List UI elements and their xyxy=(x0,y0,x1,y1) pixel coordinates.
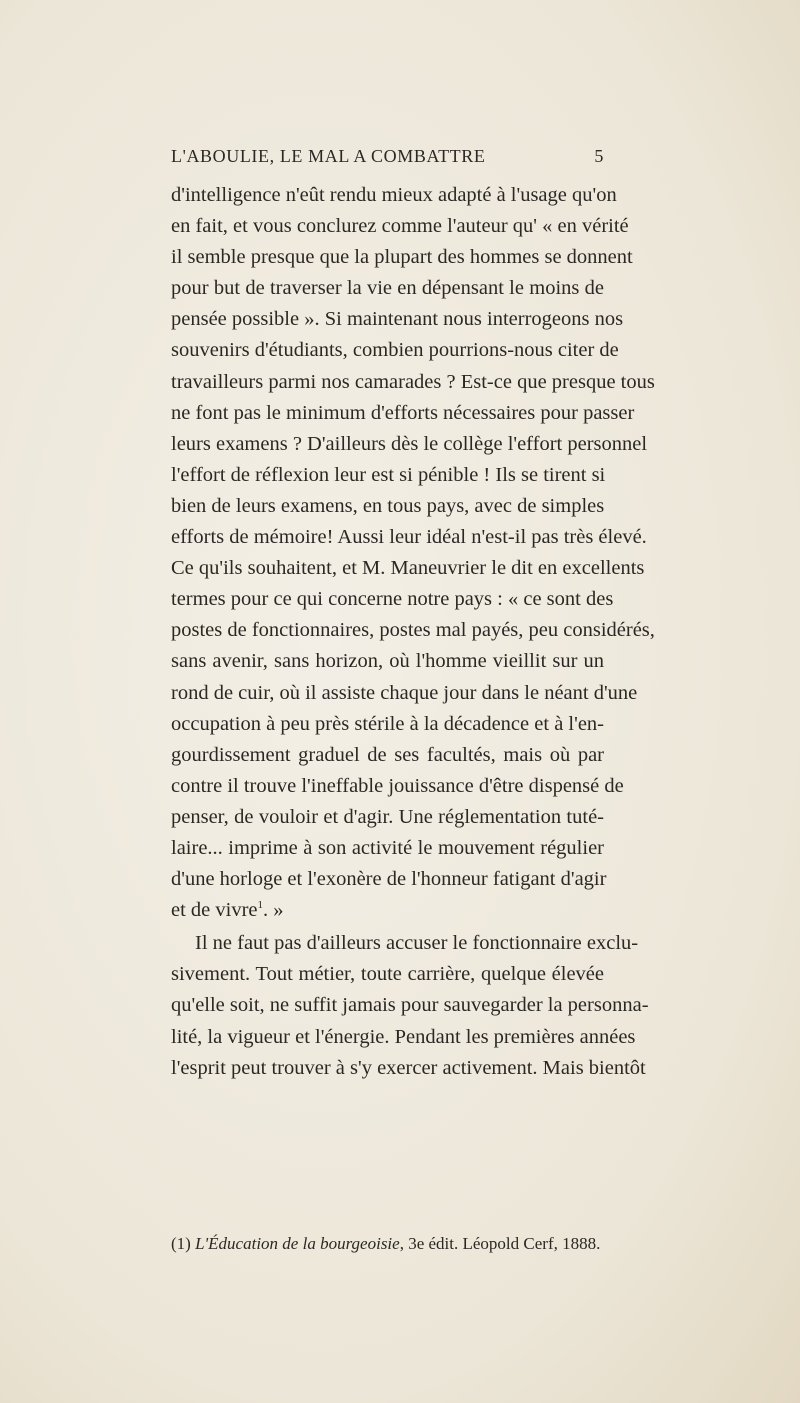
text-line: contre il trouve l'ineffable jouissance d'être dispensé de xyxy=(171,774,624,797)
text-line: l'effort de réflexion leur est si pénible ! Ils se tirent si xyxy=(171,463,606,486)
text-line: il semble presque que la plupart des hommes se donnent xyxy=(171,246,633,269)
page-number: 5 xyxy=(594,146,604,166)
footnote-reference[interactable]: 1 xyxy=(257,899,264,912)
text-line: l'esprit peut trouver à s'y exercer activement. Mais bientôt xyxy=(171,1056,646,1079)
text-line: penser, de vouloir et d'agir. Une réglementation tuté- xyxy=(171,805,604,828)
text-line: bien de leurs examens, en tous pays, avec de simples xyxy=(171,494,605,517)
text-line: sans avenir, sans horizon, où l'homme vieillit sur un xyxy=(171,650,604,673)
text-line: efforts de mémoire! Aussi leur idéal n'est-il pas très élevé. xyxy=(171,526,647,549)
text-line: Ce qu'ils souhaitent, et M. Maneuvrier le dit en excellents xyxy=(171,557,645,580)
paragraph-2 xyxy=(171,928,649,1083)
text-line: Il ne faut pas d'ailleurs accuser le fonctionnaire exclu- xyxy=(195,932,639,955)
footnote-book-title: L'Éducation de la bourgeoisie xyxy=(195,1234,400,1253)
running-head xyxy=(171,146,604,170)
text-line: rond de cuir, où il assiste chaque jour dans le néant d'une xyxy=(171,681,638,704)
text-line: pensée possible ». Si maintenant nous interrogeons nos xyxy=(171,308,624,331)
text-line: laire... imprime à son activité le mouvement régulier xyxy=(171,836,604,859)
body-text xyxy=(171,180,655,1084)
text-line: occupation à peu près stérile à la décadence et à l'en- xyxy=(171,712,604,735)
footnote-mark: (1) xyxy=(171,1234,191,1253)
last-line-text: et de vivre xyxy=(171,899,258,922)
text-line: pour but de traverser la vie en dépensant le moins de xyxy=(171,277,604,300)
text-line: postes de fonctionnaires, postes mal payés, peu considérés, xyxy=(171,619,655,642)
text-line: en fait, et vous conclurez comme l'auteur qu' « en vérité xyxy=(171,215,629,238)
running-head-title: L'ABOULIE, LE MAL A COMBATTRE xyxy=(171,146,486,166)
paragraph-1 xyxy=(171,180,655,926)
text-line: lité, la vigueur et l'énergie. Pendant les premières années xyxy=(171,1025,636,1048)
text-line: termes pour ce qui concerne notre pays : « ce sont des xyxy=(171,588,614,611)
text-line: leurs examens ? D'ailleurs dès le collège l'effort personnel xyxy=(171,432,648,455)
text-line: d'intelligence n'eût rendu mieux adapté à l'usage qu'on xyxy=(171,184,617,206)
text-line: qu'elle soit, ne suffit jamais pour sauvegarder la personna- xyxy=(171,994,649,1017)
text-line: gourdissement graduel de ses facultés, mais où par xyxy=(171,743,604,766)
text-line: travailleurs parmi nos camarades ? Est-ce que presque tous xyxy=(171,370,655,393)
footnote xyxy=(171,1234,611,1254)
text-line: d'une horloge et l'exonère de l'honneur fatigant d'agir xyxy=(171,868,607,891)
text-line: souvenirs d'étudiants, combien pourrions-nous citer de xyxy=(171,339,619,362)
text-line-last xyxy=(171,895,604,926)
text-line: sivement. Tout métier, toute carrière, quelque élevée xyxy=(171,963,604,986)
footnote-details: , 3e édit. Léopold Cerf, 1888. xyxy=(399,1234,601,1253)
closing-quote: . » xyxy=(263,899,284,922)
text-line: ne font pas le minimum d'efforts nécessaires pour passer xyxy=(171,401,635,424)
